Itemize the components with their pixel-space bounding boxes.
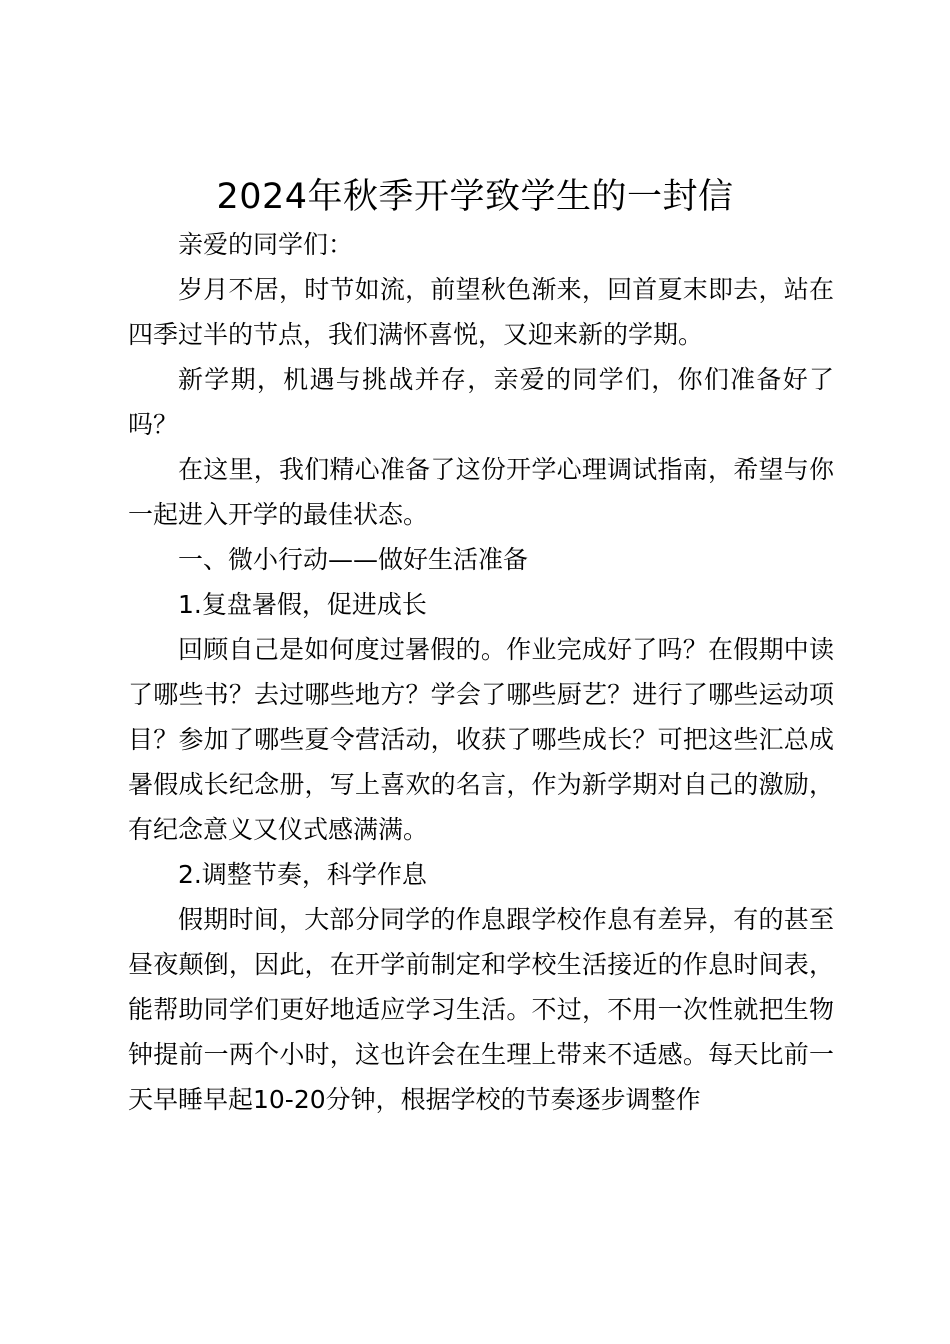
paragraph: 回顾自己是如何度过暑假的。作业完成好了吗？在假期中读了哪些书？去过哪些地方？学会了哪些厨艺？进行了哪些运动项目？参加了哪些夏令营活动，收获了哪些成长？可把这些汇总成暑假成长纪念册，写上喜欢的名言，作为新学期对自己的激励，有纪念意义又仪式感满满。 [128,635,834,844]
subsection-heading: 2.调整节奏，科学作息 [178,860,427,889]
paragraph: 新学期，机遇与挑战并存，亲爱的同学们，你们准备好了吗？ [128,365,834,439]
document-body [128,222,834,1122]
subsection-heading: 1.复盘暑假，促进成长 [178,590,427,619]
paragraph: 在这里，我们精心准备了这份开学心理调试指南，希望与你一起进入开学的最佳状态。 [128,455,834,529]
salutation: 亲爱的同学们： [178,230,354,259]
paragraph: 假期时间，大部分同学的作息跟学校作息有差异，有的甚至昼夜颠倒，因此，在开学前制定和学校生活接近的作息时间表，能帮助同学们更好地适应学习生活。不过，不用一次性就把生物钟提前一两个小时，这也许会在生理上带来不适感。每天比前一天早睡早起10-20分钟，根据学校的节奏逐步调整作 [128,905,834,1114]
document-title: 2024年秋季开学致学生的一封信 [216,177,734,217]
paragraph: 岁月不居，时节如流，前望秋色渐来，回首夏末即去，站在四季过半的节点，我们满怀喜悦，又迎来新的学期。 [128,275,834,349]
section-heading: 一、微小行动——做好生活准备 [178,545,529,574]
